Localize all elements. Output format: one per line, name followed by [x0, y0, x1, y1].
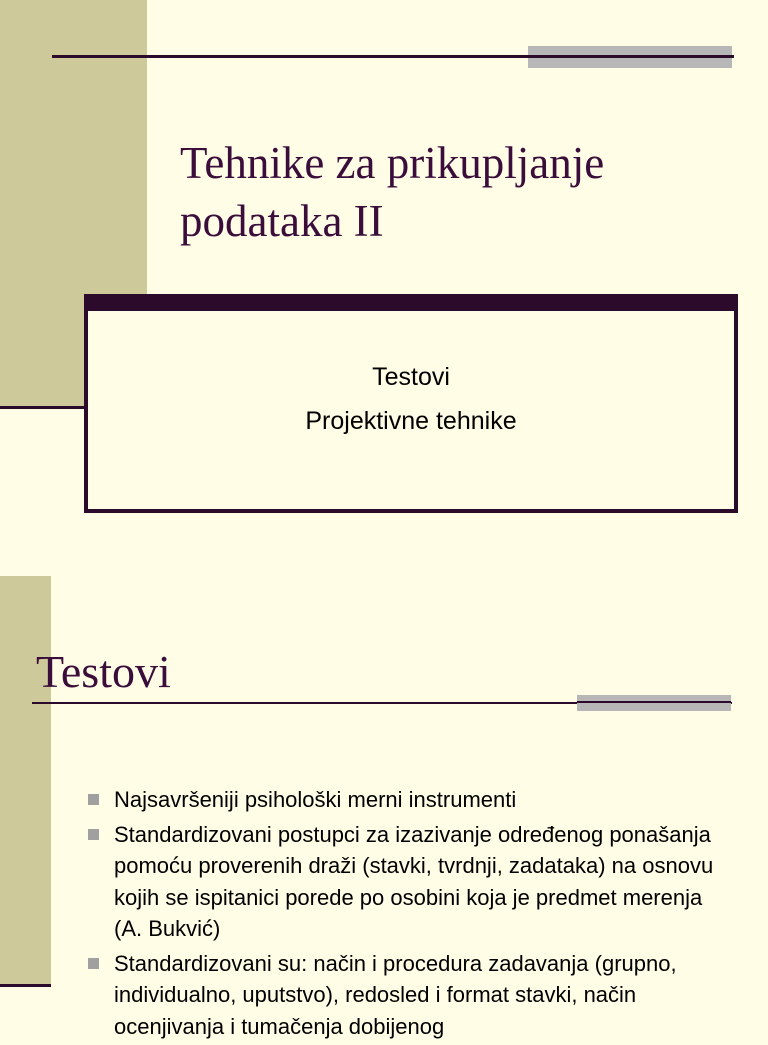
list-item	[88, 784, 728, 816]
bullet-text: Standardizovani su: način i procedura zadavanja (grupno, individualno, uputstvo), redosled i format stavki, način ocenjivanja i tumačenja dobijenog	[114, 950, 677, 1039]
slide-separator	[0, 540, 768, 576]
bullet-text: Standardizovani postupci za izazivanje određenog ponašanja pomoću proverenih draži (stavki, tvrdnji, zadataka) na osnovu kojih se ispitanici porede po osobini koja je predmet merenja (A. Bukvić)	[114, 821, 714, 941]
title-line-1: Tehnike za prikupljanje	[180, 138, 605, 188]
slide-title-heading	[180, 134, 740, 250]
subtitle-box	[84, 294, 738, 513]
bullet-text: Najsavršeniji psihološki merni instrumenti	[114, 787, 517, 812]
slide-testovi	[0, 540, 768, 1039]
list-item	[88, 819, 728, 945]
list-item	[88, 948, 728, 1043]
slide-heading: Testovi	[36, 646, 171, 697]
side-accent-line	[0, 984, 51, 987]
side-accent-line	[0, 406, 86, 409]
title-line-2: podataka II	[180, 196, 384, 246]
square-bullet-icon	[88, 829, 99, 840]
square-bullet-icon	[88, 794, 99, 805]
bullet-list	[88, 784, 728, 1045]
gray-accent-bar	[528, 46, 732, 68]
square-bullet-icon	[88, 958, 99, 969]
subtitle-item-projektivne: Projektivne tehnike	[305, 407, 517, 435]
side-accent-bar	[0, 576, 51, 984]
gray-accent-bar	[577, 695, 731, 711]
subtitle-item-testovi: Testovi	[372, 363, 450, 391]
